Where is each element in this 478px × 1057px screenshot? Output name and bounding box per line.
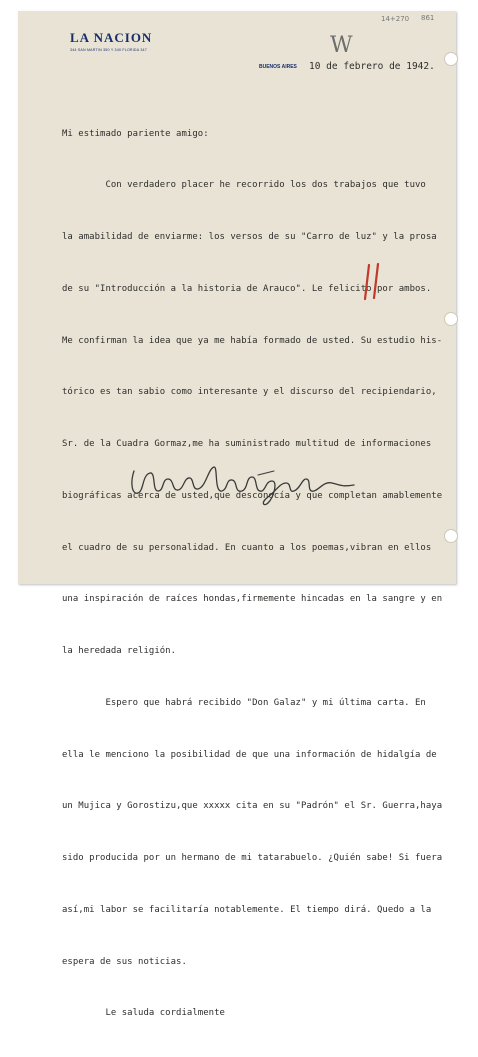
letterhead-city: BUENOS AIRES [259, 64, 297, 70]
red-crayon-mark [360, 263, 388, 301]
pencil-annotation-number: 861 [421, 14, 435, 22]
letter-body [62, 91, 458, 1057]
letter-line: la amabilidad de enviarme: los versos de su "Carro de luz" y la prosa [62, 232, 437, 242]
letter-date: 10 de febrero de 1942. [309, 61, 435, 72]
punch-hole-top [444, 52, 458, 66]
letter-line: tórico es tan sabio como interesante y el discurso del recipiendario, [62, 387, 437, 398]
letter-line: de su "Introducción a la historia de Arauco". Le felicito por ambos. [62, 283, 432, 294]
letterhead-address: 344 SAN MARTIN 350 Y 340 FLORIDA 347 [70, 48, 147, 52]
letter-line: sido producida por un hermano de mi tatarabuelo. ¿Quién sabe! Si fuera [62, 853, 443, 863]
letter-line: Me confirman la idea que ya me había formado de usted. Su estudio his- [62, 335, 443, 346]
letter-line: un Mujica y Gorostizu,que xxxxx cita en su "Padrón" el Sr. Guerra,haya [62, 801, 443, 812]
letter-line: Con verdadero placer he recorrido los dos trabajos que tuvo [62, 180, 426, 191]
letter-line: Mi estimado pariente amigo: [62, 128, 209, 139]
letterhead-title: LA NACION [70, 30, 153, 45]
handwritten-signature [128, 453, 358, 513]
letter-line: Le saluda cordialmente [62, 1008, 225, 1019]
pencil-annotation-letter: W [330, 33, 353, 58]
letter-sheet [18, 11, 456, 1019]
letter-line: Espero que habrá recibido "Don Galaz" y mi última carta. En [62, 697, 426, 708]
letter-line: la heredada religión. [62, 646, 177, 656]
letter-line: así,mi labor se facilitaría notablemente. El tiempo dirá. Quedo a la [62, 904, 432, 915]
letter-line: biográficas acerca de usted,que desconocía y que completan amablemente [62, 490, 443, 501]
letter-line: Sr. de la Cuadra Gormaz,me ha suministrado multitud de informaciones [62, 439, 432, 449]
letter-line: ella le menciono la posibilidad de que una información de hidalgía de [62, 749, 437, 760]
letter-line: espera de sus noticias. [62, 956, 187, 967]
letter-line: el cuadro de su personalidad. En cuanto a los poemas,vibran en ellos [62, 542, 432, 553]
pencil-annotation-ref: 14+270 [381, 15, 410, 23]
letter-line: una inspiración de raíces hondas,firmemente hincadas en la sangre y en [62, 594, 443, 605]
